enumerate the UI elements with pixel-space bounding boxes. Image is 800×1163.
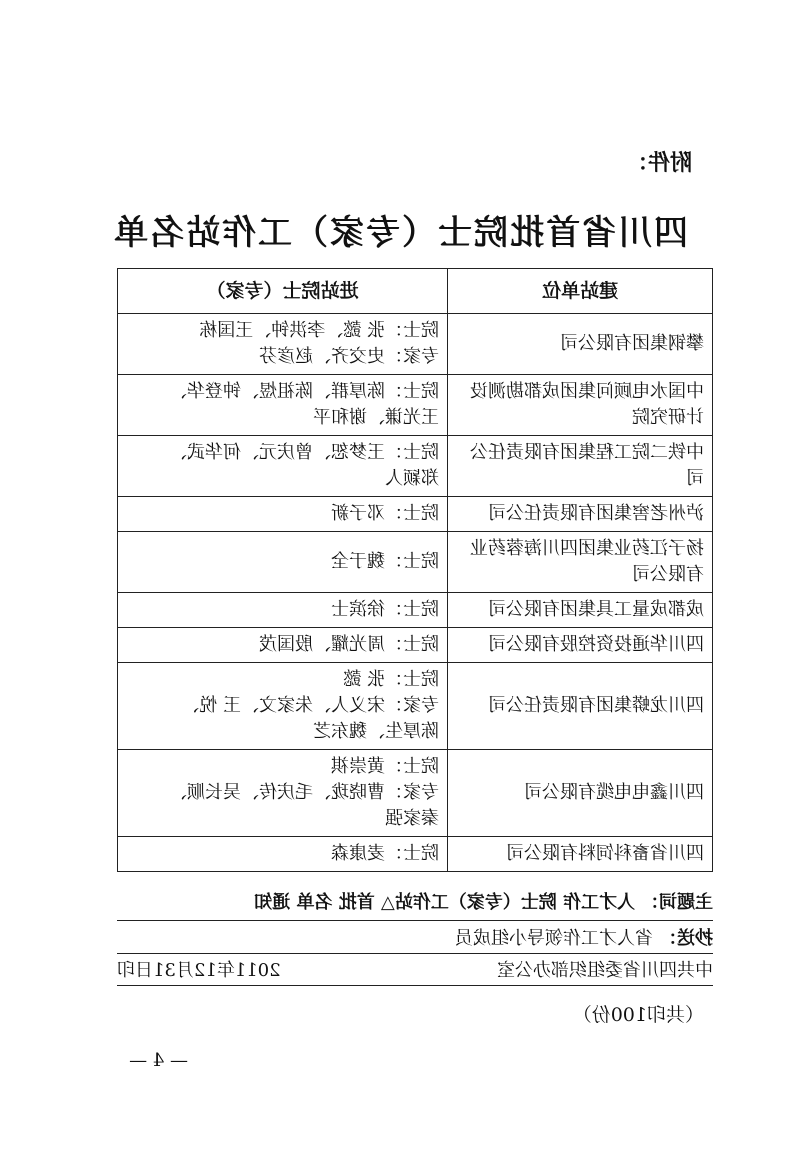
table-header-row xyxy=(118,269,713,314)
unit-cell: 四川省畜科饲料有限公司 xyxy=(448,837,713,872)
page-number: — 4 — xyxy=(129,1050,188,1071)
members-cell xyxy=(118,750,448,837)
unit-cell: 泸州老窖集团有限责任公司 xyxy=(448,497,713,532)
member-line: 陈厚生、魏东芝 xyxy=(313,721,439,742)
member-line: 专家：宋义人、朱家文、王 悦、 xyxy=(181,695,439,716)
member-line: 院士：张 懿、李洪钟、王国栋 xyxy=(199,320,439,341)
members-cell xyxy=(118,497,448,532)
unit-cell: 四川华通投资控股有限公司 xyxy=(448,628,713,663)
member-line: 院士：魏于全 xyxy=(331,551,439,572)
members-cell xyxy=(118,436,448,497)
member-line: 院士：麦康森 xyxy=(331,843,439,864)
member-line: 王光谦、谢和平 xyxy=(313,407,439,428)
table-row xyxy=(118,663,713,750)
member-line: 院士：周光耀、殷国茂 xyxy=(259,634,439,655)
table-row xyxy=(118,750,713,837)
member-line: 郑颖人 xyxy=(385,468,439,489)
table-row xyxy=(118,532,713,593)
unit-cell: 扬子江药业集团四川海蓉药业有限公司 xyxy=(448,532,713,593)
member-line: 专家：曹晓珑、毛庆传、吴长顺、 xyxy=(169,782,439,803)
members-cell xyxy=(118,375,448,436)
member-line: 院士：王梦恕、曾庆元、何华武、 xyxy=(169,442,439,463)
member-line: 专家：史交齐、赵彦芬 xyxy=(259,346,439,367)
copies-note: （共印100份） xyxy=(572,1004,704,1026)
issuer-name: 中共四川省委组织部办公室 xyxy=(497,960,713,981)
table-body xyxy=(118,314,713,872)
members-cell xyxy=(118,593,448,628)
header-members: 进站院士（专家） xyxy=(118,269,448,314)
member-line: 院士：黄崇祺 xyxy=(331,756,439,777)
unit-cell: 四川鑫电电缆有限公司 xyxy=(448,750,713,837)
unit-cell: 成都成量工具集团有限公司 xyxy=(448,593,713,628)
print-date: 2011年12月31日印 xyxy=(117,960,281,981)
member-line: 院士：徐滨士 xyxy=(331,599,439,620)
cc-label: 抄送： xyxy=(659,928,713,949)
workstation-table xyxy=(117,268,713,872)
member-line: 秦家强 xyxy=(385,808,439,829)
subject-line xyxy=(117,882,713,921)
members-cell xyxy=(118,837,448,872)
member-line: 院士：邓子新 xyxy=(331,503,439,524)
header-unit: 建站单位 xyxy=(448,269,713,314)
table-row xyxy=(118,436,713,497)
subject-label: 主题词： xyxy=(641,892,713,913)
unit-cell: 四川龙蟒集团有限责任公司 xyxy=(448,663,713,750)
table-row xyxy=(118,628,713,663)
unit-cell: 中铁二院工程集团有限责任公司 xyxy=(448,436,713,497)
cc-line xyxy=(117,921,713,954)
unit-cell: 中国水电顾问集团成都勘测设计研究院 xyxy=(448,375,713,436)
members-cell xyxy=(118,663,448,750)
table-row xyxy=(118,497,713,532)
members-cell xyxy=(118,314,448,375)
cc-text: 省人才工作领导小组成员 xyxy=(455,928,653,949)
member-line: 院士：陈厚群、陈祖煜、钟登华、 xyxy=(169,381,439,402)
unit-cell: 攀钢集团有限公司 xyxy=(448,314,713,375)
member-line: 院士：张 懿 xyxy=(343,669,439,690)
table-row xyxy=(118,837,713,872)
table-row xyxy=(118,593,713,628)
members-cell xyxy=(118,628,448,663)
issuer-line xyxy=(117,953,713,986)
table-row xyxy=(118,375,713,436)
table-row xyxy=(118,314,713,375)
page-title: 四川省首批院士（专家）工作站名单 xyxy=(112,213,688,253)
subject-text: 人才工作 院士（专家）工作站△ 首批 名单 通知 xyxy=(254,892,635,913)
members-cell xyxy=(118,532,448,593)
attachment-label: 附件： xyxy=(625,150,692,176)
